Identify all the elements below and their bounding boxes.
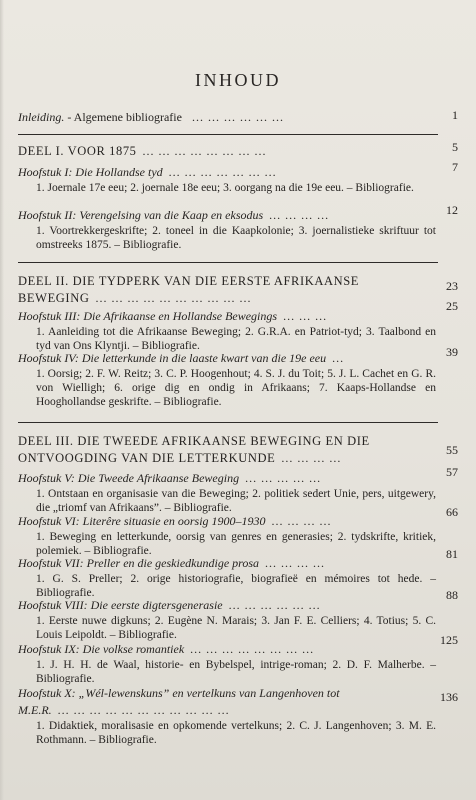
page-number: 12	[446, 203, 458, 217]
page-number: 136	[440, 690, 458, 704]
leader-dots: ... ... ... ... ... ...	[191, 110, 284, 124]
chapter-title: Hoofstuk IX: Die volkse romantiek	[18, 642, 185, 656]
toc-chapter-4	[18, 349, 436, 409]
page-number: 125	[440, 633, 458, 647]
leader-dots: ... ... ... ...	[265, 556, 326, 570]
toc-chapter-6	[18, 512, 436, 558]
chapter-title: Hoofstuk V: Die Tweede Afrikaanse Beweging	[18, 471, 240, 485]
page-number: 5	[452, 140, 458, 154]
chapter-description: 1. G. S. Preller; 2. orige historiografie, biografieë en mémoires tot hede. – Bibliografie.	[36, 573, 436, 599]
deel-label: DEEL I. VOOR 1875	[18, 144, 137, 158]
entry-text: - Algemene bibliografie	[64, 110, 182, 124]
toc-chapter-8	[18, 596, 436, 642]
chapter-title: Hoofstuk VII: Preller en die geskiedkundige prosa	[18, 556, 260, 570]
chapter-title: Hoofstuk II: Verengelsing van die Kaap en eksodus	[18, 208, 264, 222]
divider	[18, 262, 438, 263]
toc-chapter-7	[18, 554, 436, 600]
chapter-description: 1. Oorsig; 2. F. W. Reitz; 3. C. P. Hoogenhout; 4. S. J. du Toit; 5. J. L. Cachet en G. R. von Wielligh; 6. orige dig en ondig in Afrikaans; 7. Kaaps-Hollandse en Hooghollandse geskrifte. – Bibliografie.	[36, 368, 436, 408]
page-shadow	[0, 0, 4, 800]
chapter-description: 1. Eerste nuwe digkuns; 2. Eugène N. Marais; 3. Jan F. E. Celliers; 4. Totius; 5. C. Louis Leipoldt. – Bibliografie.	[36, 615, 436, 641]
deel-label: DEEL II. DIE TYDPERK VAN DIE EERSTE AFRIKAANSE	[18, 274, 360, 288]
page-number: 57	[446, 465, 458, 479]
chapter-title: Hoofstuk I: Die Hollandse tyd	[18, 165, 163, 179]
chapter-description: 1. Joernale 17e eeu; 2. joernale 18e eeu; 3. oorgang na die 19e eeu. – Bibliografie.	[36, 182, 414, 194]
leader-dots: ... ... ... ... ... ... ... ... ... ... ...	[57, 703, 230, 717]
page-number: 1	[452, 108, 458, 122]
toc-chapter-10	[18, 684, 436, 747]
page-number: 23	[446, 279, 458, 293]
deel-label-cont: ONTVOOGDING VAN DIE LETTERKUNDE	[18, 451, 276, 465]
leader-dots: ... ... ... ... ...	[245, 471, 322, 485]
toc-chapter-5	[18, 469, 436, 515]
entry-label: Inleiding.	[18, 110, 65, 124]
leader-dots: ... ... ... ...	[269, 208, 330, 222]
leader-dots: ... ... ... ... ... ... ... ...	[142, 144, 267, 158]
chapter-title: Hoofstuk VI: Literêre situasie en oorsig 1900–1930	[18, 514, 266, 528]
chapter-title: Hoofstuk IV: Die letterkunde in die laaste kwart van die 19e eeu	[18, 351, 327, 365]
chapter-title-cont: M.E.R.	[18, 703, 52, 717]
page-number: 25	[446, 299, 458, 313]
chapter-title: Hoofstuk III: Die Afrikaanse en Hollandse Bewegings	[18, 309, 278, 323]
toc-chapter-2	[18, 206, 436, 252]
toc-deel-2	[18, 272, 436, 306]
leader-dots: ...	[332, 351, 345, 365]
toc-chapter-1	[18, 163, 436, 195]
chapter-title: Hoofstuk X: „Wél-lewenskuns” en vertelkuns van Langenhoven tot	[18, 686, 340, 700]
divider	[18, 134, 438, 135]
deel-label-cont: BEWEGING	[18, 291, 90, 305]
chapter-description: 1. Didaktiek, moralisasie en opkomende vertelkuns; 2. C. J. Langenhoven; 3. M. E. Rothmann. – Bibliografie.	[36, 720, 436, 746]
page-number: 7	[452, 160, 458, 174]
toc-deel-1	[18, 142, 436, 159]
toc-chapter-3	[18, 307, 436, 353]
toc-entry-inleiding	[18, 108, 436, 125]
divider	[18, 422, 438, 423]
page-number: 66	[446, 505, 458, 519]
page-number: 39	[446, 345, 458, 359]
page-number: 55	[446, 443, 458, 457]
toc-deel-3	[18, 432, 436, 466]
chapter-description: 1. Ontstaan en organisasie van die Beweging; 2. politiek sedert Unie, pers, uitgewery, die „triomf van Afrikaans”. – Bibliografie.	[36, 488, 436, 514]
chapter-description: 1. Aanleiding tot die Afrikaanse Beweging; 2. G.R.A. en Patriot-tyd; 3. Taalbond en tyd van Ons Klyntji. – Bibliografie.	[36, 326, 436, 352]
leader-dots: ... ... ... ...	[271, 514, 332, 528]
chapter-description: 1. Beweging en letterkunde, oorsig van genres en generasies; 2. tydskrifte, kritiek, polemiek. – Bibliografie.	[36, 531, 436, 557]
page-number: 88	[446, 588, 458, 602]
chapter-description: 1. J. H. H. de Waal, historie- en Bybelspel, intrige-roman; 2. D. F. Malherbe. – Bibliografie.	[36, 659, 436, 685]
chapter-title: Hoofstuk VIII: Die eerste digtersgenerasie	[18, 598, 223, 612]
toc-chapter-9	[18, 640, 436, 686]
leader-dots: ... ... ... ... ... ...	[228, 598, 321, 612]
leader-dots: ... ... ... ... ... ... ... ... ... ...	[95, 291, 252, 305]
leader-dots: ... ... ... ... ... ... ...	[168, 165, 277, 179]
leader-dots: ... ... ... ... ... ... ... ...	[190, 642, 315, 656]
page-number: 81	[446, 547, 458, 561]
leader-dots: ... ... ... ...	[281, 451, 342, 465]
leader-dots: ... ... ...	[283, 309, 328, 323]
page-title: INHOUD	[195, 70, 281, 90]
chapter-description: 1. Voortrekkergeskrifte; 2. toneel in die Kaapkolonie; 3. joernalistieke skriftuur tot omstreeks 1875. – Bibliografie.	[36, 225, 436, 251]
deel-label: DEEL III. DIE TWEEDE AFRIKAANSE BEWEGING EN DIE	[18, 434, 370, 448]
